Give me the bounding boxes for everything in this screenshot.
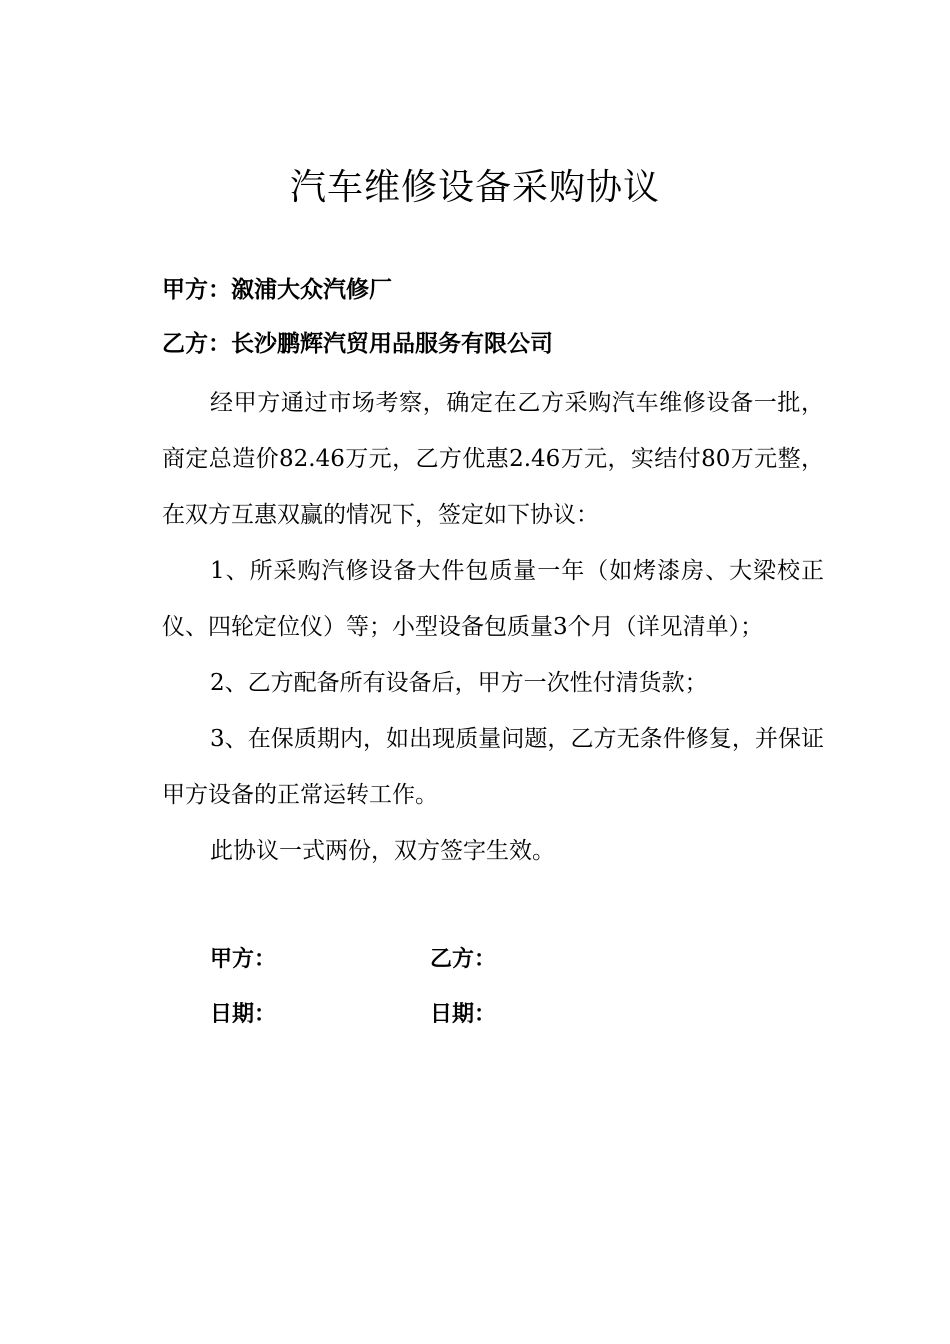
clause-3: 3、在保质期内，如出现质量问题，乙方无条件修复，并保证甲方设备的正常运转工作。 [162, 726, 824, 808]
signature-date-b-label: 日期： [430, 1002, 497, 1027]
signature-party-b-label: 乙方： [430, 947, 497, 972]
clause-1: 1、所采购汽修设备大件包质量一年（如烤漆房、大梁校正仪、四轮定位仪）等；小型设备包质量3个月（详见清单）； [162, 558, 824, 640]
clause-2: 2、乙方配备所有设备后，甲方一次性付清货款； [210, 670, 708, 696]
agreement-body [162, 375, 824, 879]
signature-date-a-label: 日期： [210, 1002, 277, 1027]
party-a-line: 甲方：溆浦大众汽修厂 [162, 277, 392, 303]
closing-paragraph: 此协议一式两份，双方签字生效。 [210, 838, 555, 864]
document-title: 汽车维修设备采购协议 [289, 167, 660, 208]
signature-party-a-label: 甲方： [210, 947, 277, 972]
intro-paragraph: 经甲方通过市场考察，确定在乙方采购汽车维修设备一批，商定总造价82.46万元，乙方优惠2.46万元，实结付80万元整，在双方互惠双赢的情况下，签定如下协议： [162, 390, 824, 528]
party-b-line: 乙方：长沙鹏辉汽贸用品服务有限公司 [162, 331, 553, 357]
